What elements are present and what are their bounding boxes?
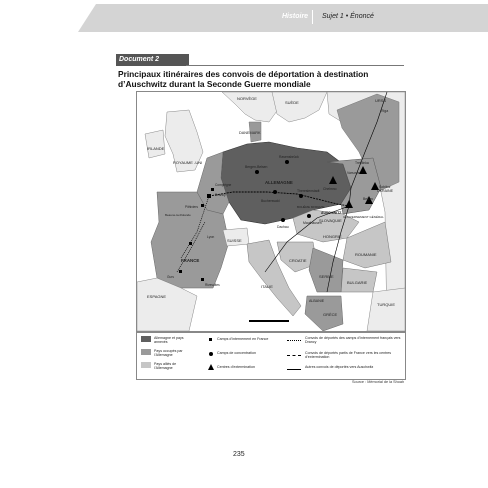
legend-camp-concentration: Camps de concentration [217, 351, 256, 355]
label-grece: GRÈCE [323, 312, 338, 317]
label-mauthausen: Mauthausen [303, 221, 322, 225]
label-ravensbruck: Ravensbrück [279, 155, 299, 159]
switzerland [223, 228, 249, 246]
label-varsovie: Varsovie [347, 171, 360, 175]
compiegne-marker [211, 188, 214, 191]
label-auschwitz: AUSCHWITZ [321, 211, 342, 215]
drancy-marker [207, 194, 211, 198]
legend-swatch-allied [141, 362, 151, 368]
document-title: Principaux itinéraires des convois de déportation à destination d’Auschwitz durant la Seconde Guerre mondiale [118, 69, 369, 89]
label-boheme: BOHÊME MORAVIE [297, 205, 325, 209]
mauthausen-marker [307, 214, 311, 218]
label-drancy: Drancy [215, 193, 226, 197]
source-note: Source : Mémorial de la Shoah [352, 380, 405, 384]
bergen-marker [255, 170, 259, 174]
legend-drancy-line [287, 340, 301, 341]
pithiviers-marker [201, 204, 204, 207]
legend-swatch-annexed [141, 336, 151, 342]
page-number: 235 [233, 451, 245, 458]
label-rivesaltes: Rivesaltes [205, 283, 220, 287]
turkey [367, 288, 405, 331]
label-gouvernement: GOUVERNEMENT GÉNÉRAL [343, 215, 384, 219]
rivesaltes-marker [201, 278, 204, 281]
legend-zone1: Allemagne et pays annexés [154, 336, 184, 345]
legend-camp-internement: Camps d’internement en France [217, 337, 269, 341]
label-sobibor: Sobibor [379, 185, 391, 189]
label-beaune: Beaune-la-Rolande [165, 213, 191, 217]
label-italie: ITALIE [261, 284, 273, 289]
label-irlande: IRLANDE [147, 146, 165, 151]
legend-zone3: Pays alliés de l’Allemagne [154, 362, 177, 371]
label-suede: SUÈDE [285, 100, 299, 105]
label-chelmno: Chelmno [323, 187, 337, 191]
dachau-marker [281, 218, 285, 222]
label-suisse: SUISSE [227, 238, 242, 243]
header-sujet: Sujet 1 • Énoncé [322, 13, 374, 20]
label-belzec: Belzec [363, 197, 374, 201]
legend-extermination-icon [208, 364, 214, 370]
header-subject: Histoire [282, 13, 309, 20]
label-croatie: CROATIE [289, 258, 307, 263]
label-royaume-uni: ROYAUME -UNI [173, 160, 203, 165]
label-theresienstadt: Theresienstadt [297, 189, 320, 193]
label-bulgarie: BULGARIE [347, 280, 368, 285]
legend-convois-drancy: Convois de déportés des camps d’internement français vers Drancy [305, 336, 401, 345]
document-rule [186, 65, 404, 66]
label-france: FRANCE [181, 258, 200, 263]
legend-france-line [287, 355, 301, 356]
map-svg [137, 92, 405, 331]
legend-swatch-occupied [141, 349, 151, 355]
label-treblinka: Treblinka [355, 161, 369, 165]
header-separator [312, 10, 313, 24]
document-label: Document 2 [116, 54, 189, 66]
buchenwald-marker [273, 190, 277, 194]
legend-internment-icon [209, 338, 212, 341]
label-urss: URSS [375, 98, 387, 103]
legend-convois-france: Convois de déportés partis de France vers les centres d’extermination [305, 351, 392, 360]
label-ukraine: UKRAINE [377, 189, 393, 193]
scale-bar [249, 320, 289, 322]
label-espagne: ESPAGNE [147, 294, 167, 299]
label-bergen: Bergen-Belsen [245, 165, 268, 169]
label-albanie: ALBANIE [309, 299, 325, 303]
label-dachau: Dachau [277, 225, 289, 229]
label-allemagne: ALLEMAGNE [265, 180, 293, 185]
legend-zone2: Pays occupés par l’Allemagne [154, 349, 183, 358]
theresienstadt-marker [299, 194, 303, 198]
label-danemark: DANEMARK [239, 131, 261, 135]
label-buchenwald: Buchenwald [261, 199, 280, 203]
gurs-marker [179, 270, 182, 273]
label-compiegne: Compiègne [215, 183, 232, 187]
label-serbie: SERBIE [319, 274, 334, 279]
map [136, 91, 406, 332]
label-roumanie: ROUMANIE [355, 252, 377, 257]
label-riga: Riga [381, 109, 389, 113]
map-legend [136, 332, 406, 380]
label-slovaquie: SLOVAQUIE [319, 218, 342, 223]
legend-concentration-icon [209, 352, 213, 356]
legend-autres-convois: Autres convois de déportés vers Auschwitz [305, 365, 374, 369]
camp-marker [189, 242, 192, 245]
label-norvege: NORVÈGE [237, 96, 257, 101]
ravensbruck-marker [285, 160, 289, 164]
label-gurs: Gurs [167, 275, 174, 279]
label-turquie: TURQUIE [377, 302, 395, 307]
legend-other-line [287, 369, 301, 370]
label-pithiviers: Pithiviers [185, 205, 198, 209]
legend-centre-extermination: Centres d’extermination [217, 365, 255, 369]
label-lyon: Lyon [207, 235, 215, 239]
label-hongrie: HONGRIE [323, 234, 342, 239]
